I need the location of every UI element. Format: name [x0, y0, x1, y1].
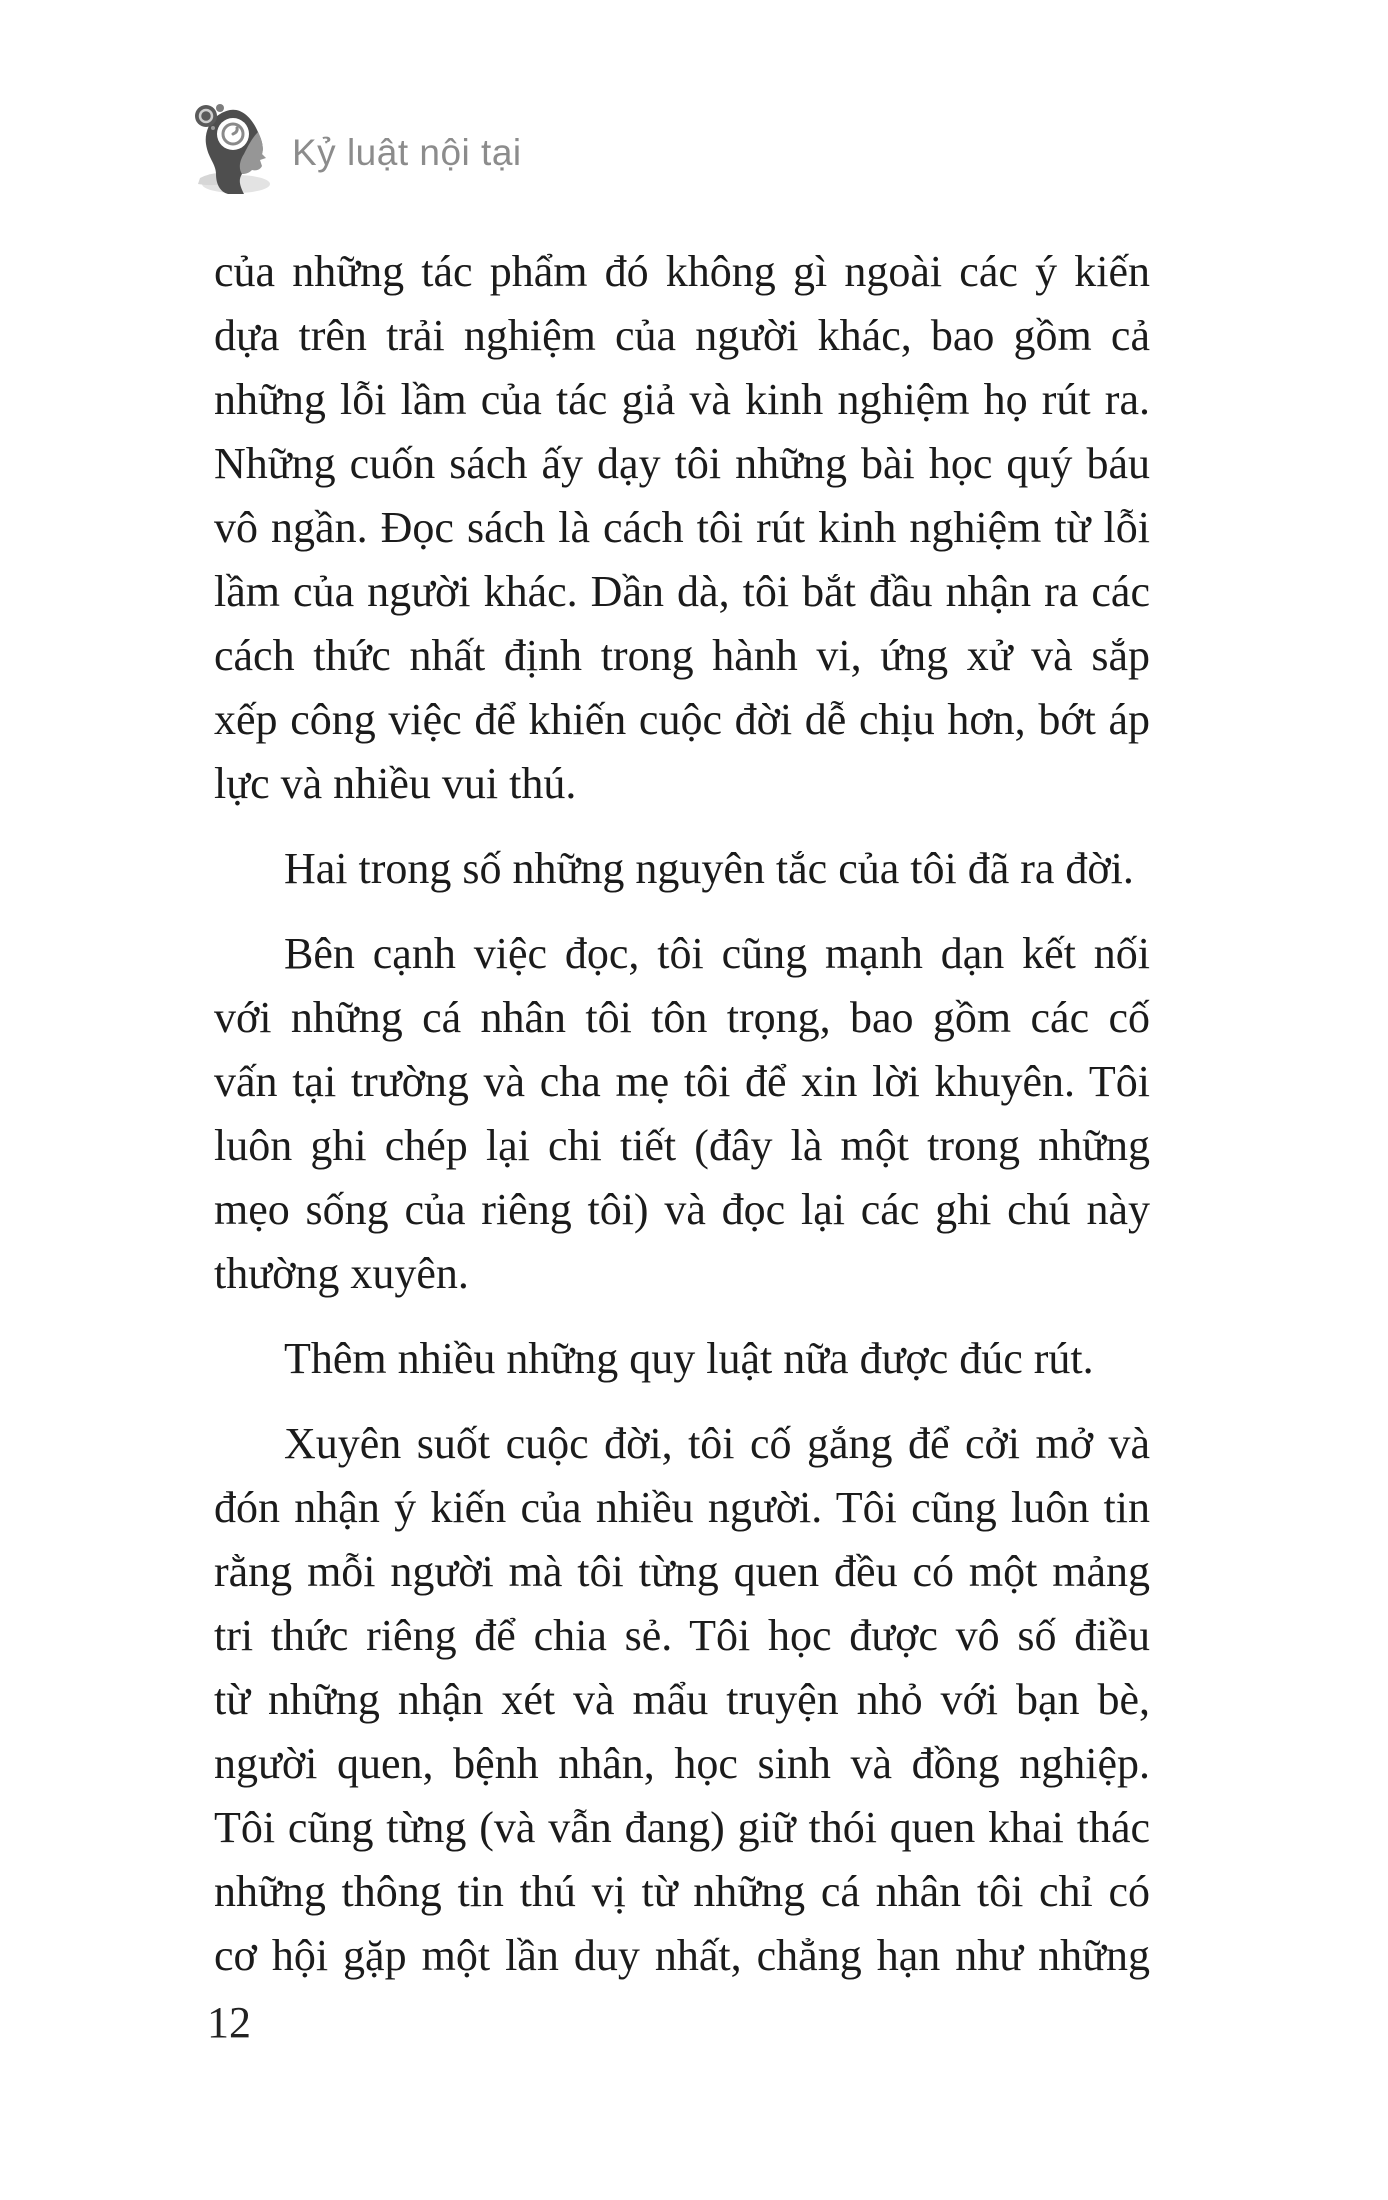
text-line: Thêm nhiều những quy luật nữa được đúc rút. [284, 1334, 1094, 1383]
paragraph [214, 837, 1150, 901]
paragraph [214, 1327, 1150, 1391]
text-line: vô ngần. Đọc sách là cách tôi rút kinh nghiệm từ lỗi [214, 503, 1150, 552]
text-line: cách thức nhất định trong hành vi, ứng xử và sắp [214, 631, 1150, 680]
text-line: xếp công việc để khiến cuộc đời dễ chịu hơn, bớt áp [214, 695, 1150, 744]
text-line: Tôi cũng từng (và vẫn đang) giữ thói quen khai thác [214, 1803, 1150, 1852]
text-line: Xuyên suốt cuộc đời, tôi cố gắng để cởi mở và [284, 1419, 1150, 1468]
text-line: lầm của người khác. Dần dà, tôi bắt đầu nhận ra các [214, 567, 1150, 616]
text-line: lực và nhiều vui thú. [214, 759, 577, 808]
paragraph [214, 1412, 1150, 1988]
text-line: Những cuốn sách ấy dạy tôi những bài học quý báu [214, 439, 1150, 488]
paragraph [214, 922, 1150, 1306]
text-line: Hai trong số những nguyên tắc của tôi đã ra đời. [284, 844, 1134, 893]
text-line: cơ hội gặp một lần duy nhất, chẳng hạn như những [214, 1931, 1150, 1980]
text-line: của những tác phẩm đó không gì ngoài các ý kiến [214, 247, 1150, 296]
text-line: Bên cạnh việc đọc, tôi cũng mạnh dạn kết nối [284, 929, 1150, 978]
text-line: mẹo sống của riêng tôi) và đọc lại các ghi chú này [214, 1185, 1150, 1234]
text-line: với những cá nhân tôi tôn trọng, bao gồm các cố [214, 993, 1150, 1042]
text-line: rằng mỗi người mà tôi từng quen đều có một mảng [214, 1547, 1150, 1596]
text-line: người quen, bệnh nhân, học sinh và đồng nghiệp. [214, 1739, 1150, 1788]
text-line: tri thức riêng để chia sẻ. Tôi học được vô số điều [214, 1611, 1150, 1660]
text-line: đón nhận ý kiến của nhiều người. Tôi cũng luôn tin [214, 1483, 1150, 1532]
running-header-title: Kỷ luật nội tại [292, 132, 522, 173]
text-line: vấn tại trường và cha mẹ tôi để xin lời khuyên. Tôi [214, 1057, 1150, 1106]
page-body [214, 240, 1150, 1988]
head-profile-clock-icon [186, 98, 286, 198]
text-line: thường xuyên. [214, 1249, 469, 1298]
text-line: từ những nhận xét và mẩu truyện nhỏ với bạn bè, [214, 1675, 1150, 1724]
text-line: những lỗi lầm của tác giả và kinh nghiệm họ rút ra. [214, 375, 1150, 424]
text-line: luôn ghi chép lại chi tiết (đây là một trong những [214, 1121, 1150, 1170]
text-line: những thông tin thú vị từ những cá nhân tôi chỉ có [214, 1867, 1150, 1916]
page-number: 12 [207, 1998, 251, 2047]
paragraph [214, 240, 1150, 816]
text-line: dựa trên trải nghiệm của người khác, bao gồm cả [214, 311, 1150, 360]
